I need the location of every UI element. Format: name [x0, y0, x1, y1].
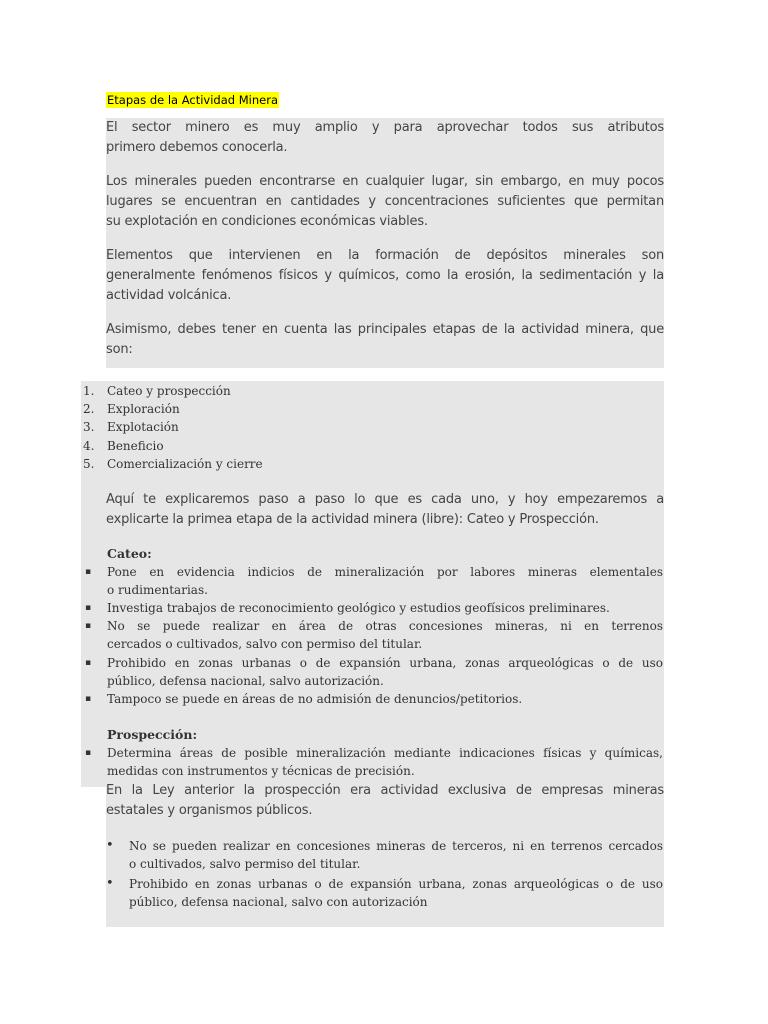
prospeccion-note: En la Ley anterior la prospección era actividad exclusiva de empresas mineras estatales y organismos públicos. — [106, 783, 664, 818]
list-item: ▪ Investiga trabajos de reconocimiento geológico y estudios geofísicos preliminares. — [85, 601, 610, 615]
prospeccion-heading: Prospección: — [107, 727, 198, 742]
explain-paragraph: Aquí te explicaremos paso a paso lo que es cada uno, y hoy empezaremos a explicarte la primea etapa de la actividad minera (libre): Cateo y Prospección. — [106, 492, 664, 527]
intro-paragraph-3: Elementos que intervienen en la formación de depósitos minerales son generalmente fenómenos físicos y químicos, como la erosión, la sedimentación y la actividad volcánica. — [106, 248, 664, 303]
list-item: • Prohibido en zonas urbanas o de expansión urbana, zonas arqueológicas o de uso público, defensa nacional, salvo con autorización — [106, 876, 663, 909]
list-item: ▪ Tampoco se puede en áreas de no admisión de denuncios/petitorios. — [85, 692, 523, 706]
bullet-icon: ▪ — [85, 603, 92, 613]
intro-paragraph-4: Asimismo, debes tener en cuenta las principales etapas de la actividad minera, que son: — [106, 322, 664, 357]
document-title: Etapas de la Actividad Minera — [107, 93, 278, 107]
list-item: ▪ Pone en evidencia indicios de mineralización por labores mineras elementales o rudimentarias. — [85, 565, 663, 597]
list-item: ▪ Prohibido en zonas urbanas o de expansión urbana, zonas arqueológicas o de uso público, defensa nacional, salvo autorización. — [85, 656, 663, 688]
list-item: ▪ Determina áreas de posible mineralización mediante indicaciones físicas y químicas, medidas con instrumentos y técnicas de precisión. — [85, 746, 663, 778]
bullet-icon: ▪ — [85, 658, 92, 668]
bullet-icon: • — [106, 838, 114, 853]
bullet-icon: ▪ — [85, 748, 92, 758]
bullet-icon: • — [106, 876, 114, 891]
bullet-icon: ▪ — [85, 621, 92, 631]
intro-paragraph-1: El sector minero es muy amplio y para aprovechar todos sus atributos primero debemos conocerla. — [106, 120, 664, 155]
list-item: ▪ No se puede realizar en área de otras concesiones mineras, ni en terrenos cercados o cultivados, salvo con permiso del titular. — [85, 619, 663, 651]
bullet-icon: ▪ — [85, 567, 92, 577]
cateo-heading: Cateo: — [107, 546, 152, 561]
intro-section — [106, 118, 664, 368]
intro-paragraph-2: Los minerales pueden encontrarse en cualquier lugar, sin embargo, en muy pocos lugares se encuentran en cantidades y concentraciones suficientes que permitan su explotación en condiciones económicas viables. — [106, 174, 664, 229]
bullet-icon: ▪ — [85, 694, 92, 704]
list-item: • No se pueden realizar en concesiones mineras de terceros, ni en terrenos cercados o cultivados, salvo permiso del titular. — [106, 838, 663, 871]
